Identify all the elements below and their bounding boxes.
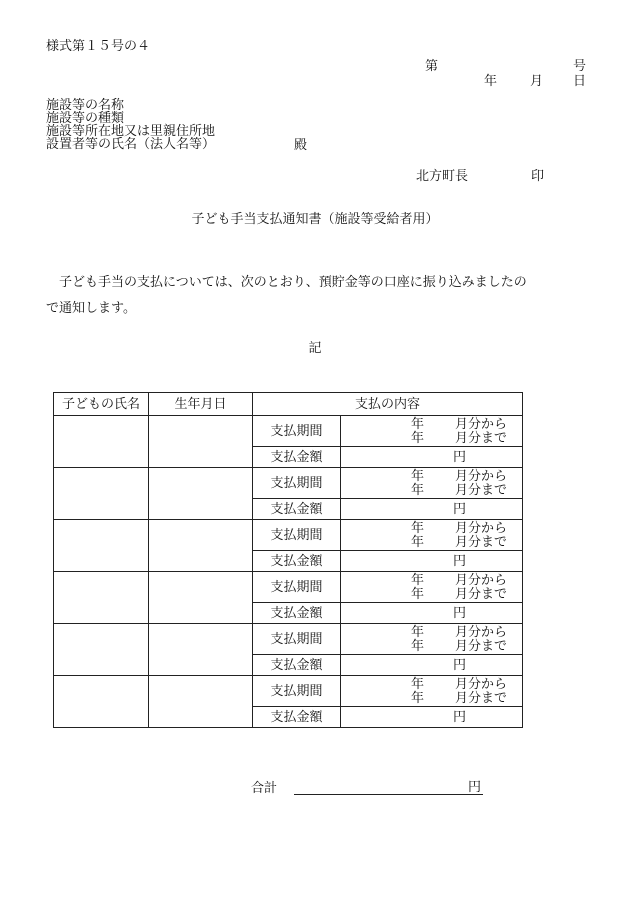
- table-row: [54, 468, 523, 499]
- period-value-cell: [341, 520, 523, 551]
- period-to-month: 月分まで: [455, 691, 508, 706]
- period-from-year: 年: [411, 625, 425, 640]
- doc-number-prefix: 第: [425, 59, 439, 74]
- period-to-year: 年: [411, 535, 425, 550]
- amount-value-cell: [341, 499, 523, 520]
- amount-label: 支払金額: [253, 551, 341, 572]
- table-row: [54, 676, 523, 707]
- amount-label: 支払金額: [253, 603, 341, 624]
- date-month: 月: [530, 74, 544, 89]
- period-value-cell: [341, 676, 523, 707]
- table-row: [54, 624, 523, 655]
- facility-name-label: 施設等の名称: [46, 98, 125, 113]
- amount-unit: 円: [453, 605, 467, 621]
- period-to-year: 年: [411, 691, 425, 706]
- period-to-month: 月分まで: [455, 535, 508, 550]
- facility-type-label: 施設等の種類: [46, 111, 125, 126]
- date-day: 日: [573, 74, 587, 89]
- form-number: 様式第１５号の４: [46, 39, 151, 54]
- ki-marker: 記: [308, 341, 322, 356]
- child-name-cell: [54, 572, 149, 624]
- period-from-month: 月分から: [455, 417, 508, 432]
- period-value-cell: [341, 416, 523, 447]
- birth-date-cell: [149, 572, 253, 624]
- header-payment-content: 支払の内容: [253, 393, 523, 416]
- body-text-line-1: 子ども手当の支払については、次のとおり、預貯金等の口座に振り込みましたの: [59, 275, 527, 290]
- table-row: [54, 520, 523, 551]
- birth-date-cell: [149, 520, 253, 572]
- period-from-year: 年: [411, 573, 425, 588]
- period-to-year: 年: [411, 431, 425, 446]
- child-name-cell: [54, 416, 149, 468]
- payment-table: [53, 392, 523, 728]
- header-birth-date: 生年月日: [149, 393, 253, 416]
- table-row: [54, 572, 523, 603]
- header-child-name: 子どもの氏名: [54, 393, 149, 416]
- period-value-cell: [341, 468, 523, 499]
- birth-date-cell: [149, 624, 253, 676]
- total-underline: [294, 794, 483, 795]
- table-header-row: [54, 393, 523, 416]
- period-to-month: 月分まで: [455, 639, 508, 654]
- establisher-name-label: 設置者等の氏名（法人名等）: [46, 137, 216, 152]
- period-to-year: 年: [411, 639, 425, 654]
- amount-value-cell: [341, 447, 523, 468]
- period-from-year: 年: [411, 469, 425, 484]
- doc-number-suffix: 号: [573, 59, 587, 74]
- facility-address-label: 施設等所在地又は里親住所地: [46, 124, 216, 139]
- period-from-year: 年: [411, 417, 425, 432]
- table-row: [54, 416, 523, 447]
- honorific: 殿: [294, 138, 308, 153]
- total-unit: 円: [468, 780, 482, 795]
- period-label: 支払期間: [253, 572, 341, 603]
- amount-label: 支払金額: [253, 655, 341, 676]
- period-to-month: 月分まで: [455, 483, 508, 498]
- period-value-cell: [341, 624, 523, 655]
- period-from-year: 年: [411, 521, 425, 536]
- period-label: 支払期間: [253, 468, 341, 499]
- birth-date-cell: [149, 676, 253, 728]
- document-title: 子ども手当支払通知書（施設等受給者用）: [191, 212, 439, 227]
- period-to-year: 年: [411, 483, 425, 498]
- period-to-month: 月分まで: [455, 587, 508, 602]
- birth-date-cell: [149, 416, 253, 468]
- period-from-month: 月分から: [455, 625, 508, 640]
- child-name-cell: [54, 468, 149, 520]
- period-to-month: 月分まで: [455, 431, 508, 446]
- amount-label: 支払金額: [253, 447, 341, 468]
- amount-value-cell: [341, 707, 523, 728]
- amount-unit: 円: [453, 709, 467, 725]
- birth-date-cell: [149, 468, 253, 520]
- total-label: 合計: [251, 781, 278, 796]
- sender-name: 北方町長: [416, 169, 469, 184]
- period-label: 支払期間: [253, 416, 341, 447]
- amount-unit: 円: [453, 553, 467, 569]
- body-text-line-2: で通知します。: [46, 301, 136, 316]
- child-name-cell: [54, 624, 149, 676]
- amount-unit: 円: [453, 657, 467, 673]
- period-from-year: 年: [411, 677, 425, 692]
- amount-label: 支払金額: [253, 707, 341, 728]
- date-year: 年: [484, 74, 498, 89]
- amount-label: 支払金額: [253, 499, 341, 520]
- sender-seal: 印: [531, 169, 545, 184]
- child-name-cell: [54, 520, 149, 572]
- amount-value-cell: [341, 655, 523, 676]
- child-name-cell: [54, 676, 149, 728]
- period-to-year: 年: [411, 587, 425, 602]
- period-from-month: 月分から: [455, 573, 508, 588]
- amount-value-cell: [341, 603, 523, 624]
- period-label: 支払期間: [253, 520, 341, 551]
- amount-unit: 円: [453, 501, 467, 517]
- period-from-month: 月分から: [455, 521, 508, 536]
- period-value-cell: [341, 572, 523, 603]
- period-label: 支払期間: [253, 624, 341, 655]
- amount-unit: 円: [453, 449, 467, 465]
- amount-value-cell: [341, 551, 523, 572]
- period-from-month: 月分から: [455, 469, 508, 484]
- period-label: 支払期間: [253, 676, 341, 707]
- period-from-month: 月分から: [455, 677, 508, 692]
